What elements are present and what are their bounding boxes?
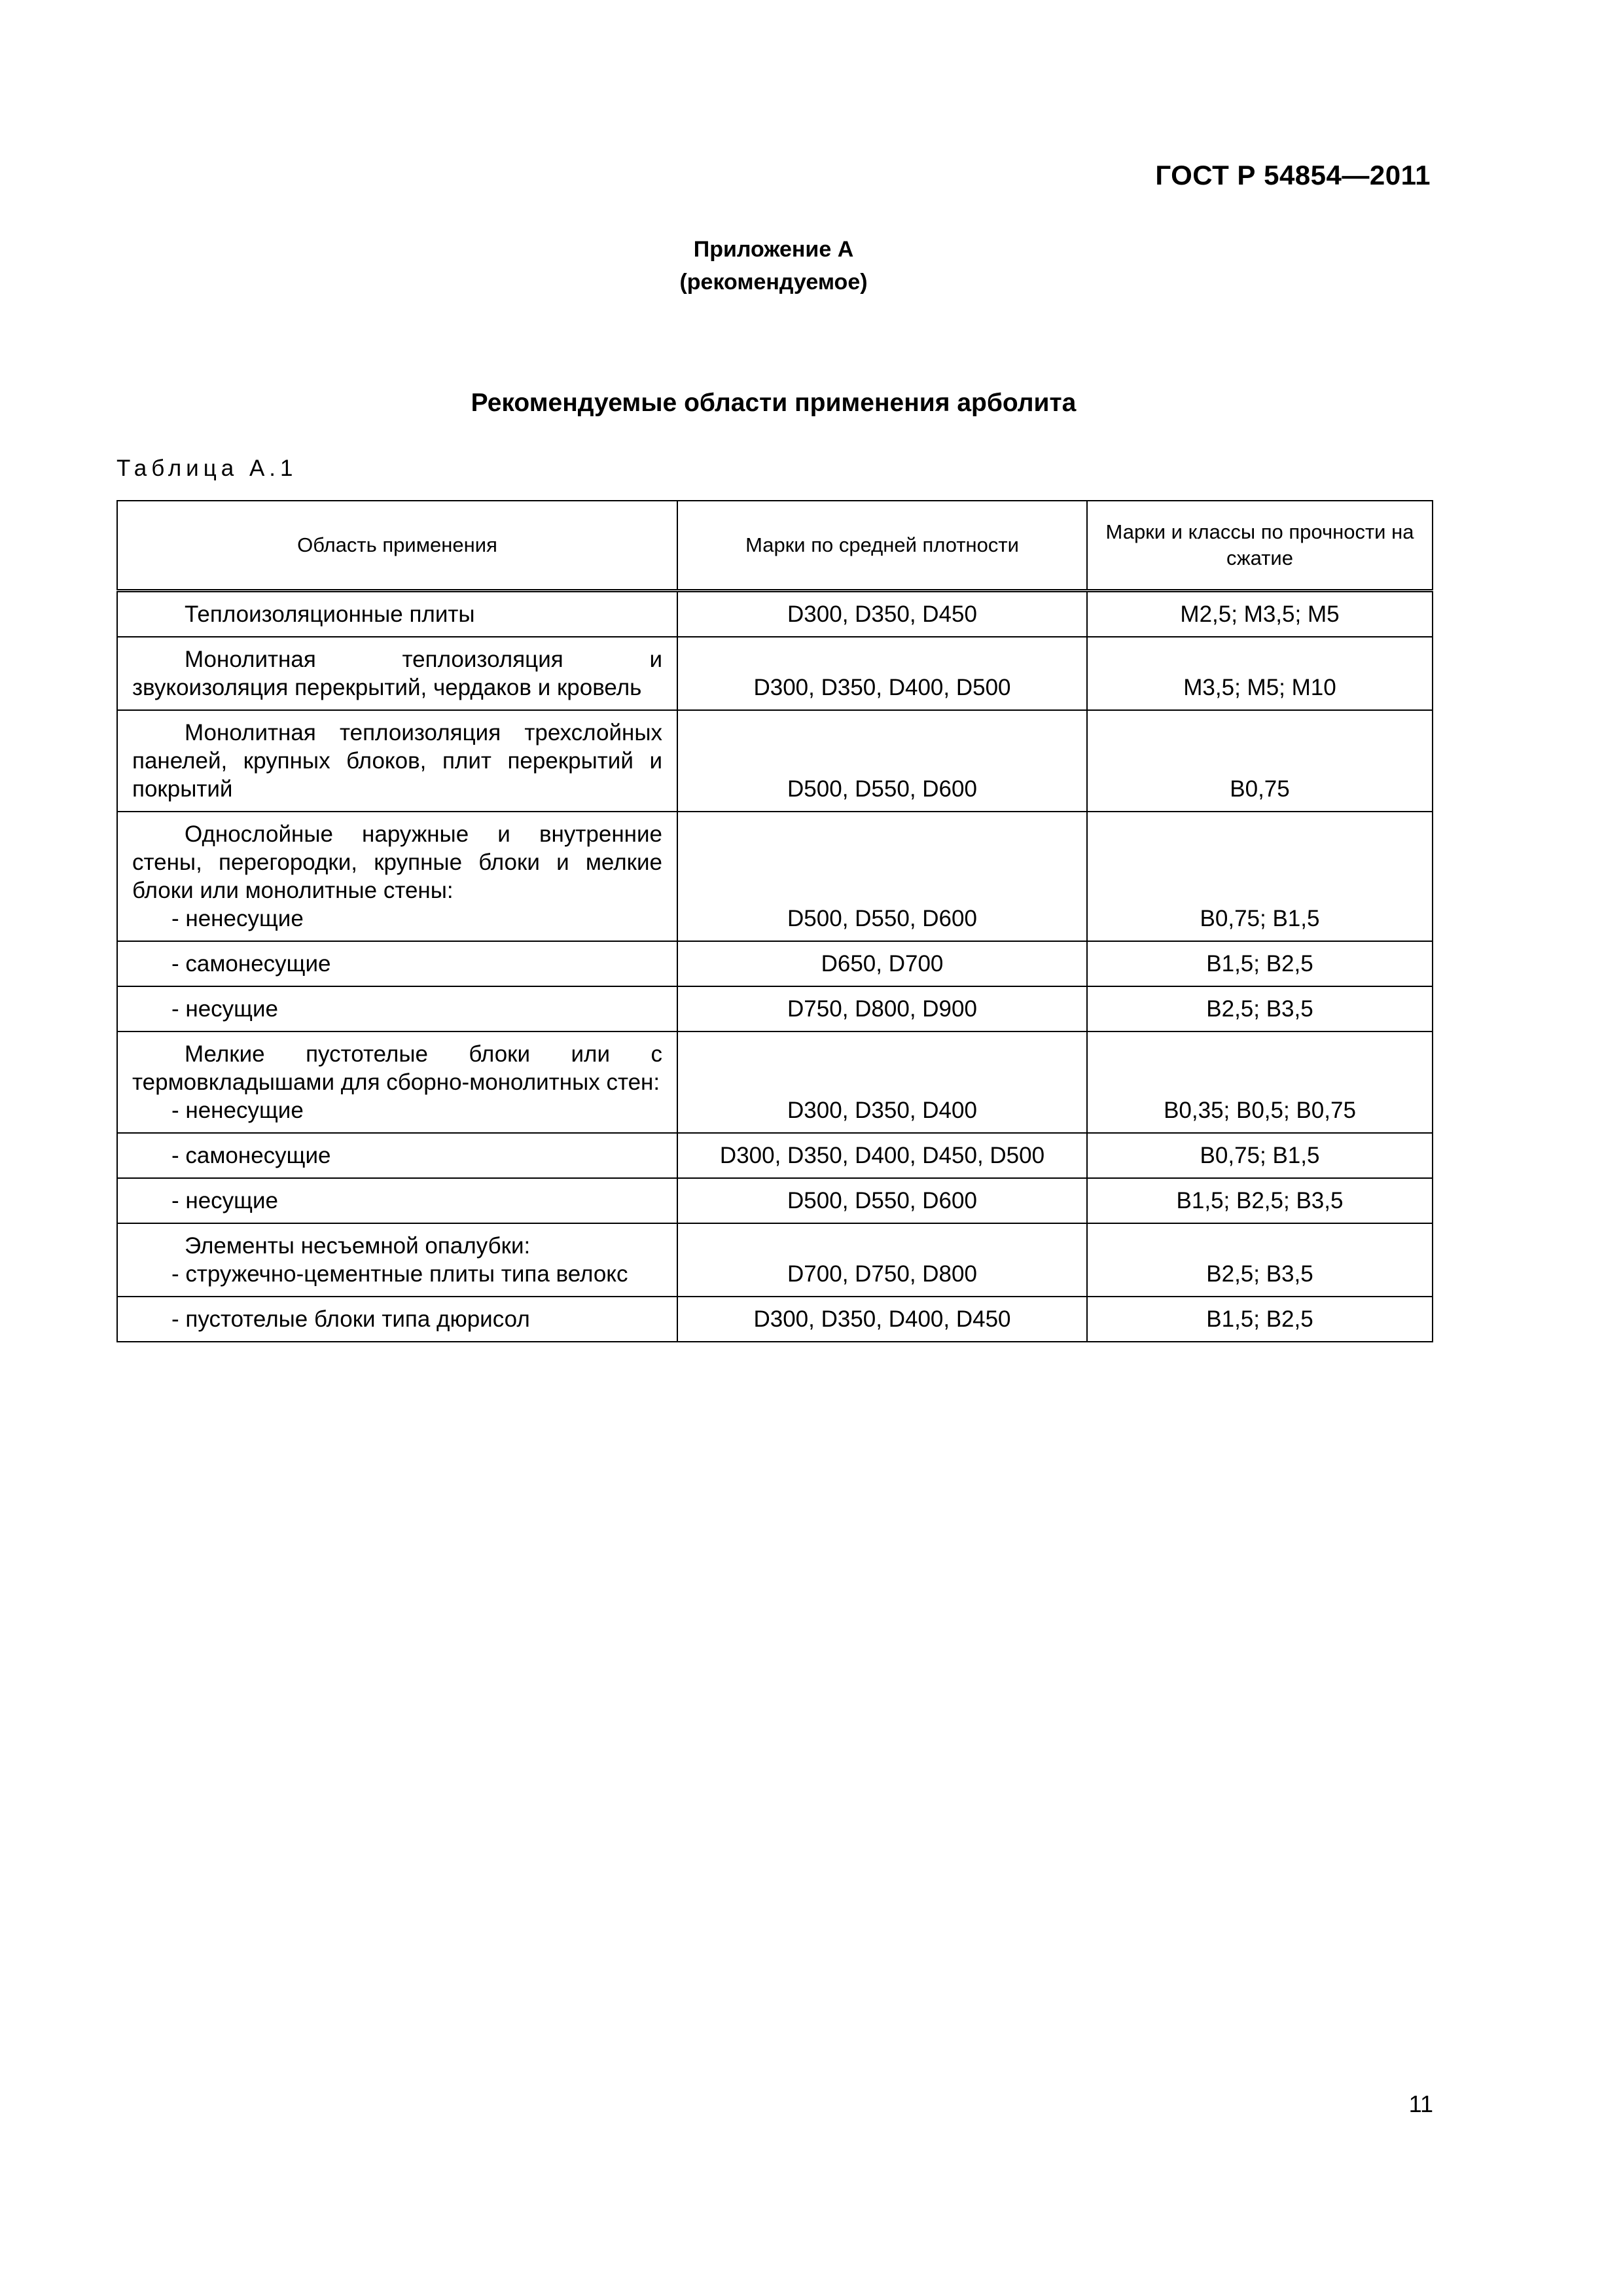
table-row	[117, 1031, 1433, 1133]
table-caption: Таблица А.1	[116, 456, 298, 481]
density-cell: D300, D350, D450	[677, 591, 1087, 637]
area-cell	[117, 1223, 677, 1297]
area-cell	[117, 1133, 677, 1178]
strength-cell: М2,5; М3,5; М5	[1087, 591, 1433, 637]
table-row	[117, 637, 1433, 710]
density-cell: D750, D800, D900	[677, 986, 1087, 1031]
area-text: Элементы несъемной опалубки:	[185, 1233, 531, 1259]
table-row	[117, 591, 1433, 637]
strength-cell: В0,75; В1,5	[1087, 812, 1433, 941]
column-header-density: Марки по средней плотности	[677, 501, 1087, 591]
density-cell: D500, D550, D600	[677, 710, 1087, 812]
strength-cell: В2,5; В3,5	[1087, 986, 1433, 1031]
strength-cell: В2,5; В3,5	[1087, 1223, 1433, 1297]
table-row	[117, 941, 1433, 986]
applications-table	[116, 500, 1433, 1342]
area-text: Однослойные наружные и внутренние стены, перегородки, крупные блоки и мелкие блоки или монолитные стены:	[132, 821, 662, 903]
area-subitem: - пустотелые блоки типа дюрисол	[171, 1306, 530, 1332]
area-cell	[117, 1031, 677, 1133]
area-cell	[117, 1178, 677, 1223]
table-header-row	[117, 501, 1433, 591]
area-cell	[117, 637, 677, 710]
document-code: ГОСТ Р 54854—2011	[1155, 160, 1431, 190]
section-title: Рекомендуемые области применения арболита	[471, 389, 1077, 417]
column-header-strength: Марки и классы по прочности на сжатие	[1087, 501, 1433, 591]
density-cell: D500, D550, D600	[677, 1178, 1087, 1223]
area-text: Монолитная теплоизоляция и звукоизоляция перекрытий, чердаков и кровель	[132, 647, 662, 700]
strength-cell: В0,75	[1087, 710, 1433, 812]
area-subitem: - ненесущие	[171, 1098, 304, 1123]
strength-cell: В1,5; В2,5	[1087, 1297, 1433, 1342]
strength-cell: В0,35; В0,5; В0,75	[1087, 1031, 1433, 1133]
strength-cell: М3,5; М5; М10	[1087, 637, 1433, 710]
column-header-area: Область применения	[117, 501, 677, 591]
strength-cell: В0,75; В1,5	[1087, 1133, 1433, 1178]
area-subitem: - несущие	[171, 1188, 278, 1213]
area-cell	[117, 591, 677, 637]
density-cell: D300, D350, D400, D450, D500	[677, 1133, 1087, 1178]
appendix-title: Приложение А	[693, 237, 854, 262]
table-row	[117, 1223, 1433, 1297]
area-cell	[117, 812, 677, 941]
area-text: Теплоизоляционные плиты	[185, 601, 475, 627]
table-row	[117, 1133, 1433, 1178]
area-text: Монолитная теплоизоляция трехслойных панелей, крупных блоков, плит перекрытий и покрытий	[132, 720, 662, 802]
density-cell: D300, D350, D400, D500	[677, 637, 1087, 710]
area-subitem: - самонесущие	[171, 951, 331, 977]
table-row	[117, 986, 1433, 1031]
appendix-heading	[0, 233, 1547, 298]
area-cell	[117, 710, 677, 812]
table-row	[117, 1297, 1433, 1342]
table-row	[117, 812, 1433, 941]
density-cell: D500, D550, D600	[677, 812, 1087, 941]
area-subitem: - самонесущие	[171, 1143, 331, 1168]
table-row	[117, 710, 1433, 812]
area-subitem: - ненесущие	[171, 906, 304, 931]
appendix-status: (рекомендуемое)	[679, 270, 868, 295]
density-cell: D300, D350, D400, D450	[677, 1297, 1087, 1342]
area-subitem: - стружечно-цементные плиты типа велокс	[171, 1261, 628, 1287]
strength-cell: В1,5; В2,5	[1087, 941, 1433, 986]
area-cell	[117, 986, 677, 1031]
area-cell	[117, 1297, 677, 1342]
area-text: Мелкие пустотелые блоки или с термовкладышами для сборно-монолитных стен:	[132, 1041, 662, 1095]
strength-cell: В1,5; В2,5; В3,5	[1087, 1178, 1433, 1223]
page-number: 11	[1408, 2090, 1433, 2117]
density-cell: D650, D700	[677, 941, 1087, 986]
density-cell: D300, D350, D400	[677, 1031, 1087, 1133]
area-cell	[117, 941, 677, 986]
area-subitem: - несущие	[171, 996, 278, 1022]
table-row	[117, 1178, 1433, 1223]
density-cell: D700, D750, D800	[677, 1223, 1087, 1297]
